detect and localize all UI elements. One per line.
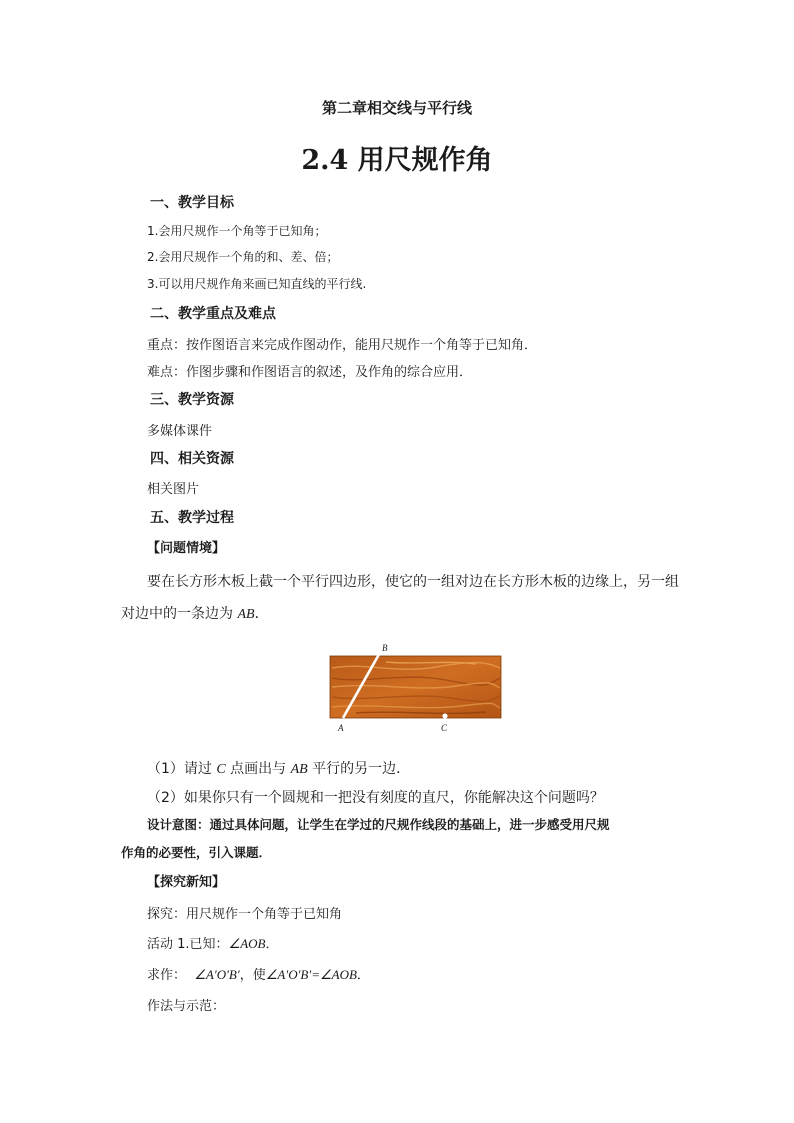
page-title: 2.4 用尺规作角 — [301, 145, 493, 176]
section-heading-process: 五、教学过程 — [150, 510, 234, 526]
difficult-point-text: 难点：作图步骤和作图语言的叙述，及作角的综合应用． — [147, 365, 473, 380]
text-segment: 求作： — [147, 968, 195, 983]
variable-ab: AB — [290, 762, 308, 777]
activity-1-given — [147, 933, 279, 952]
goal-item-1: 1.会用尺规作一个角等于已知角； — [147, 224, 327, 238]
situation-label: 【问题情境】 — [147, 541, 226, 556]
text-segment: ． — [356, 968, 370, 983]
wood-board — [330, 656, 501, 718]
text-segment: 点画出与 — [225, 761, 291, 777]
resources-text: 多媒体课件 — [147, 424, 213, 439]
angle-a-o-b-prime: ∠A′O′B′ — [194, 967, 240, 982]
text-segment: 对边中的一条边为 — [121, 606, 238, 622]
section-heading-key-points: 二、教学重点及难点 — [150, 306, 276, 322]
goal-item-3: 3.可以用尺规作角来画已知直线的平行线. — [147, 277, 367, 291]
text-segment: 活动 1.已知： — [147, 937, 229, 952]
method-label: 作法与示范： — [147, 999, 226, 1014]
question-2: （2）如果你只有一个圆规和一把没有刻度的直尺，你能解决这个问题吗？ — [147, 790, 604, 806]
related-text: 相关图片 — [147, 482, 200, 497]
text-segment: ． — [265, 937, 279, 952]
key-point-text: 重点：按作图语言来完成作图动作，能用尺规作一个角等于已知角． — [147, 338, 538, 353]
variable-ab: AB — [237, 607, 255, 622]
variable-c: C — [216, 762, 226, 777]
design-intent-line-1: 设计意图：通过具体问题，让学生在学过的尺规作线段的基础上，进一步感受用尺规 — [147, 817, 610, 832]
angle-aob: ∠AOB — [228, 936, 266, 951]
text-segment: （1）请过 — [147, 761, 217, 777]
section-heading-goals: 一、教学目标 — [150, 195, 234, 211]
design-intent-line-2: 作角的必要性，引入课题． — [121, 845, 272, 860]
point-c — [442, 713, 447, 718]
section-heading-related: 四、相关资源 — [150, 451, 234, 467]
situation-paragraph-line-1: 要在长方形木板上截一个平行四边形，使它的一组对边在长方形木板的边缘上，另一组 — [147, 574, 679, 590]
section-heading-resources: 三、教学资源 — [150, 392, 234, 408]
label-c: C — [441, 723, 448, 733]
explore-task: 探究：用尺规作一个角等于已知角 — [147, 907, 343, 922]
text-segment: ，使 — [239, 968, 266, 983]
activity-1-required — [147, 964, 370, 983]
text-segment: ． — [254, 606, 269, 622]
text-segment: 平行的另一边． — [307, 761, 411, 777]
chapter-title: 第二章相交线与平行线 — [321, 99, 472, 117]
wood-board-figure — [326, 640, 506, 740]
goal-item-2: 2.会用尺规作一个角的和、差、倍； — [147, 250, 339, 264]
label-b: B — [382, 643, 388, 653]
situation-paragraph-line-2 — [121, 603, 269, 623]
angle-equation: ∠A′O′B′=∠AOB — [265, 967, 357, 982]
explore-label: 【探究新知】 — [147, 875, 226, 890]
label-a: A — [338, 723, 344, 733]
question-1 — [147, 758, 410, 778]
